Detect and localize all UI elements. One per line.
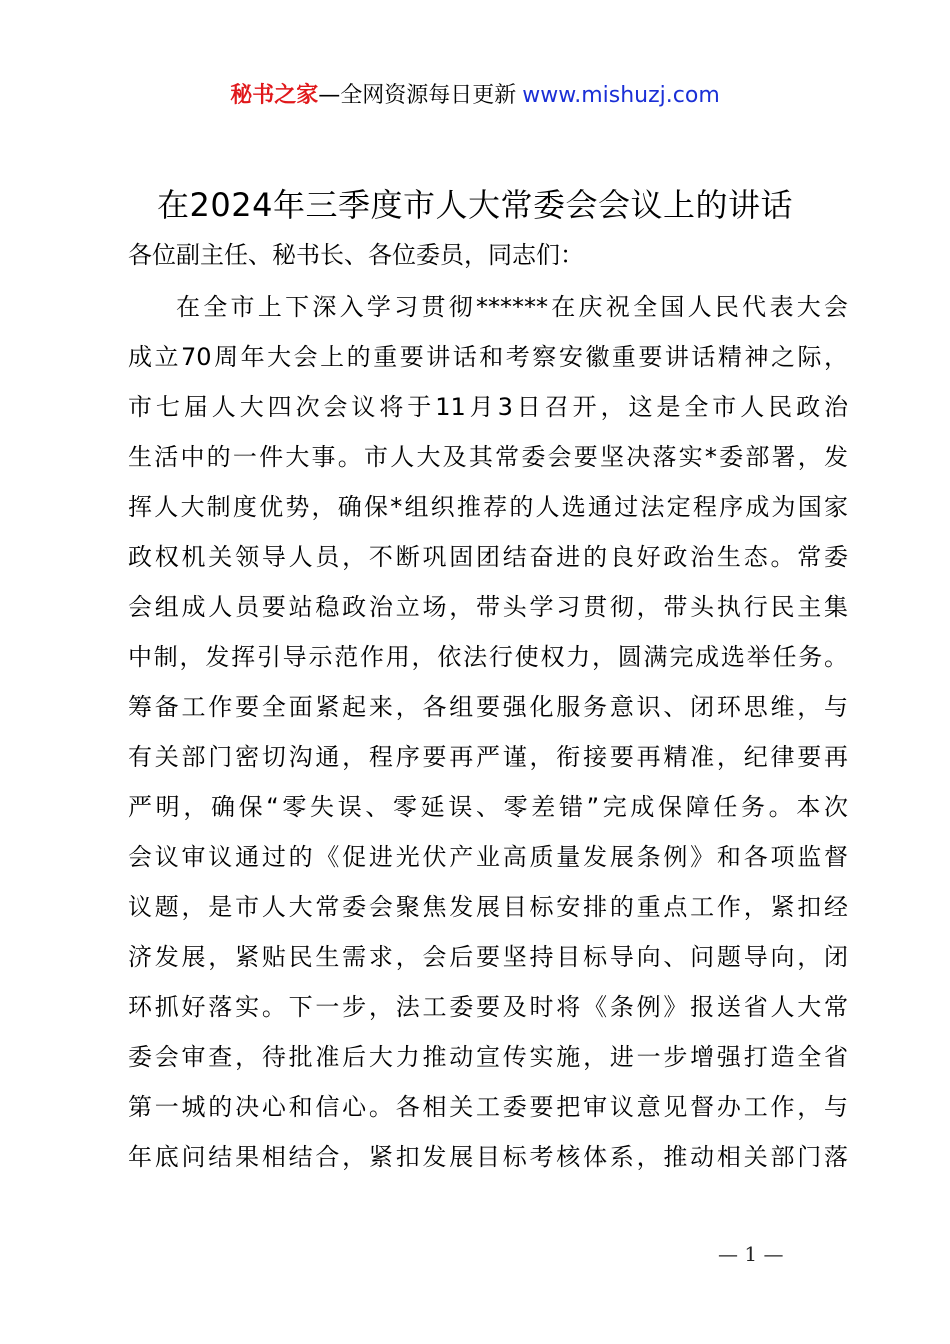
body-line: 在全市上下深入学习贯彻******在庆祝全国人民代表大会 [176,293,848,321]
body-line: 筹备工作要全面紧起来，各组要强化服务意识、闭环思维，与 [128,693,848,721]
body-line: 中制，发挥引导示范作用，依法行使权力，圆满完成选举任务。 [128,643,848,671]
body-line: 有关部门密切沟通，程序要再严谨，衔接要再精准，纪律要再 [128,743,848,771]
site-header [0,80,950,112]
body-line: 成立70周年大会上的重要讲话和考察安徽重要讲话精神之际， [128,343,848,371]
site-url-link[interactable]: www.mishuzj.com [522,83,720,108]
salutation: 各位副主任、秘书长、各位委员，同志们： [128,241,584,269]
body-line: 生活中的一件大事。市人大及其常委会要坚决落实*委部署，发 [128,443,848,471]
body-line: 环抓好落实。下一步，法工委要及时将《条例》报送省人大常 [128,993,848,1021]
page-number: — 1 — [718,1242,784,1266]
body-line: 政权机关领导人员，不断巩固团结奋进的良好政治生态。常委 [128,543,848,571]
body-line: 会组成人员要站稳政治立场，带头学习贯彻，带头执行民主集 [128,593,848,621]
body-line: 第一城的决心和信心。各相关工委要把审议意见督办工作，与 [128,1093,848,1121]
body-line: 严明，确保“零失误、零延误、零差错”完成保障任务。本次 [128,793,848,821]
body-line: 市七届人大四次会议将于11月3日召开，这是全市人民政治 [128,393,848,421]
document-title: 在2024年三季度市人大常委会会议上的讲话 [157,186,793,224]
site-brand: 秘书之家 [230,83,319,108]
body-line: 年底问结果相结合，紧扣发展目标考核体系，推动相关部门落 [128,1143,848,1171]
document-body [128,282,848,1182]
body-line: 会议审议通过的《促进光伏产业高质量发展条例》和各项监督 [128,843,848,871]
body-line: 委会审查，待批准后大力推动宣传实施，进一步增强打造全省 [128,1043,848,1071]
body-line: 议题，是市人大常委会聚焦发展目标安排的重点工作，紧扣经 [128,893,848,921]
site-tagline: —全网资源每日更新 [318,83,517,108]
body-line: 济发展，紧贴民生需求，会后要坚持目标导向、问题导向，闭 [128,943,848,971]
body-line: 挥人大制度优势，确保*组织推荐的人选通过法定程序成为国家 [128,493,848,521]
